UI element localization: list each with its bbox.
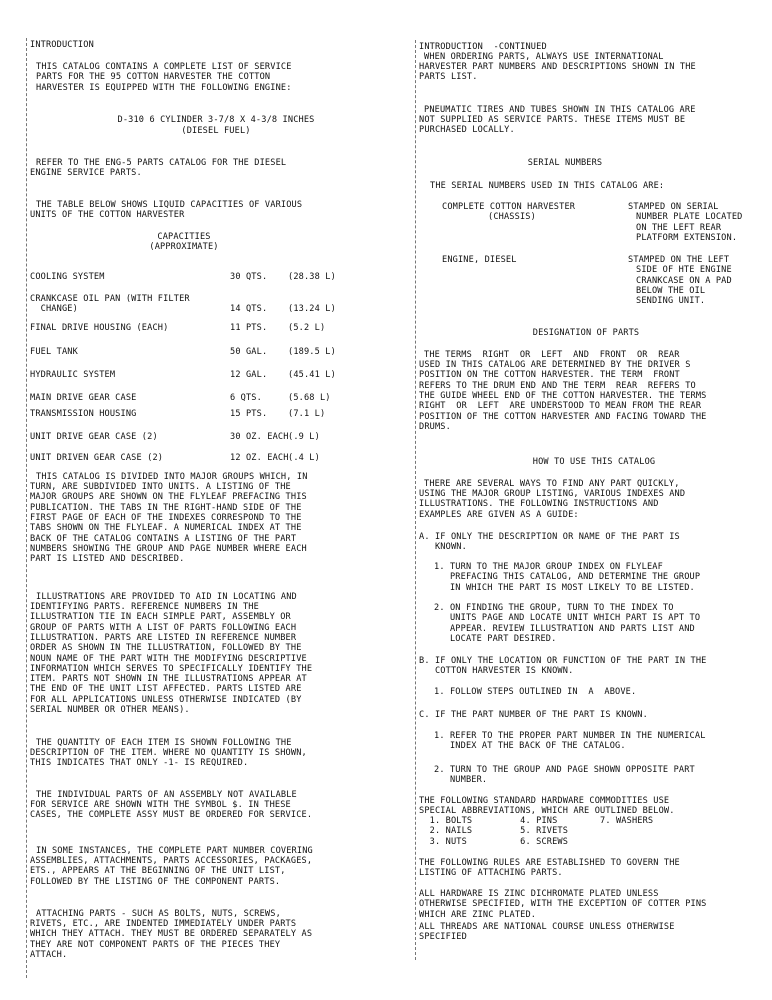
attaching-parts-paragraph: RIVETS, ETC., ARE INDENTED IMMEDIATELY UNDER PARTS bbox=[30, 919, 297, 929]
capacity-quantity: 6 QTS. bbox=[230, 393, 262, 403]
attaching-parts-paragraph: ATTACHING PARTS - SUCH AS BOLTS, NUTS, SCREWS, bbox=[36, 909, 281, 919]
capacity-quantity: 50 GAL. bbox=[230, 347, 268, 357]
zinc-paragraph: OTHERWISE SPECIFIED, WITH THE EXCEPTION OF COTTER PINS bbox=[419, 899, 707, 910]
groups-paragraph: BACK OF THE CATALOG CONTAINS A LISTING OF THE PART bbox=[30, 533, 297, 544]
designation-paragraph: THE GUIDE WHEEL END OF THE COTTON HARVESTER. THE TERMS bbox=[419, 390, 707, 401]
groups-paragraph: TABS SHOWN ON THE FLYLEAF. A NUMERICAL INDEX AT THE bbox=[30, 523, 302, 534]
groups-paragraph: FIRST PAGE OF EACH OF THE INDEXES CORRESPOND TO THE bbox=[30, 512, 302, 523]
illustrations-paragraph: ILLUSTRATION. PARTS ARE LISTED IN REFERENCE NUMBER bbox=[30, 632, 297, 643]
capacity-item: CRANKCASE OIL PAN (WITH FILTER bbox=[30, 294, 190, 304]
capacity-metric: (28.38 L) bbox=[288, 272, 336, 282]
how-to-paragraph: EXAMPLES ARE GIVEN AS A GUIDE: bbox=[419, 509, 579, 520]
attaching-parts-paragraph: ATTACH. bbox=[30, 949, 68, 960]
step-c2: 2. TURN TO THE GROUP AND PAGE SHOWN OPPOSITE PART bbox=[434, 765, 695, 775]
intro-paragraph: PARTS FOR THE 95 COTTON HARVESTER THE COTTON bbox=[36, 72, 271, 83]
groups-paragraph: NUMBERS SHOWING THE GROUP AND PAGE NUMBER WHERE EACH bbox=[30, 543, 307, 554]
capacity-metric: (7.1 L) bbox=[288, 409, 326, 419]
engine-spec: (DIESEL FUEL) bbox=[181, 126, 251, 136]
threads-paragraph: SPECIFIED bbox=[419, 932, 467, 943]
capacity-metric: (45.41 L) bbox=[288, 370, 336, 380]
capacity-quantity: 30 OZ. EACH bbox=[230, 432, 289, 442]
threads-paragraph: ALL THREADS ARE NATIONAL COURSE UNLESS OTHERWISE bbox=[419, 922, 675, 932]
serial-location: NUMBER PLATE LOCATED bbox=[636, 212, 743, 223]
step-a1: 1. TURN TO THE MAJOR GROUP INDEX ON FLYLEAF bbox=[434, 562, 663, 572]
designation-paragraph: POSITION ON THE COTTON HARVESTER. THE TERM FRONT bbox=[419, 370, 680, 381]
quantity-paragraph: DESCRIPTION OF THE ITEM. WHERE NO QUANTITY IS SHOWN, bbox=[30, 748, 307, 758]
capacity-item: CHANGE) bbox=[30, 304, 78, 314]
right-column bbox=[410, 0, 772, 1000]
right-margin-bar bbox=[415, 40, 416, 960]
serial-location: SENDING UNIT. bbox=[636, 296, 706, 307]
ordering-paragraph: WHEN ORDERING PARTS, ALWAYS USE INTERNATIONAL bbox=[424, 52, 664, 62]
step-b-heading: B. IF ONLY THE LOCATION OR FUNCTION OF THE PART IN THE bbox=[419, 656, 707, 666]
how-to-paragraph: ILLUSTRATIONS. THE FOLLOWING INSTRUCTIONS AND bbox=[419, 499, 659, 510]
capacity-item: FUEL TANK bbox=[30, 347, 78, 357]
designation-paragraph: POSITION OF THE COTTON HARVESTER AND FACING TOWARD THE bbox=[419, 411, 707, 422]
capacity-item: COOLING SYSTEM bbox=[30, 272, 105, 282]
instances-paragraph: ETS., APPEARS AT THE BEGINNING OF THE UNIT LIST, bbox=[30, 866, 286, 877]
capacity-quantity: 12 OZ. EACH bbox=[230, 453, 289, 463]
capacity-quantity: 14 QTS. bbox=[230, 304, 268, 314]
serial-intro: THE SERIAL NUMBERS USED IN THIS CATALOG ARE: bbox=[430, 181, 665, 191]
serial-location: PLATFORM EXTENSION. bbox=[636, 232, 738, 243]
serial-numbers-heading: SERIAL NUMBERS bbox=[527, 158, 603, 168]
continued-heading: INTRODUCTION -CONTINUED bbox=[419, 42, 547, 52]
step-a1: IN WHICH THE PART IS MOST LIKELY TO BE LISTED. bbox=[434, 582, 695, 593]
attaching-parts-paragraph: WHICH THEY ATTACH. THEY MUST BE ORDERED SEPARATELY AS bbox=[30, 929, 313, 940]
capacity-quantity: 11 PTS. bbox=[230, 323, 268, 333]
engine-spec: D-310 6 CYLINDER 3-7/8 X 4-3/8 INCHES bbox=[117, 115, 315, 125]
designation-paragraph: USED IN THIS CATALOG ARE DETERMINED BY THE DRIVER S bbox=[419, 360, 691, 370]
serial-name: (CHASSIS) bbox=[488, 212, 536, 222]
ordering-paragraph: HARVESTER PART NUMBERS AND DESCRIPTIONS SHOWN IN THE bbox=[419, 62, 696, 72]
left-column bbox=[0, 0, 380, 1000]
capacity-item: UNIT DRIVEN GEAR CASE (2) bbox=[30, 453, 164, 463]
serial-location: STAMPED ON THE LEFT bbox=[628, 255, 730, 265]
table-intro-paragraph: UNITS OF THE COTTON HARVESTER bbox=[30, 210, 185, 220]
illustrations-paragraph: IDENTIFYING PARTS. REFERENCE NUMBERS IN THE bbox=[30, 602, 259, 612]
illustrations-paragraph: ORDER AS SHOWN IN THE ILLUSTRATION, FOLLOWED BY THE bbox=[30, 643, 302, 654]
illustrations-paragraph: INFORMATION WHICH SERVES TO SPECIFICALLY IDENTIFY THE bbox=[30, 663, 313, 674]
tires-paragraph: PNEUMATIC TIRES AND TUBES SHOWN IN THIS CATALOG ARE bbox=[424, 105, 696, 115]
left-margin-bar bbox=[26, 38, 27, 978]
designation-heading: DESIGNATION OF PARTS bbox=[532, 328, 640, 338]
illustrations-paragraph: SERIAL NUMBER OR OTHER MEANS). bbox=[30, 705, 190, 715]
capacity-metric: (5.68 L) bbox=[288, 393, 331, 403]
intro-paragraph: HARVESTER IS EQUIPPED WITH THE FOLLOWING ENGINE: bbox=[36, 82, 292, 93]
capacity-quantity: 12 GAL. bbox=[230, 370, 268, 380]
refer-paragraph: ENGINE SERVICE PARTS. bbox=[30, 168, 142, 178]
quantity-paragraph: THIS INDICATES THAT ONLY -1- IS REQUIRED. bbox=[30, 758, 249, 769]
capacity-metric: (.9 L) bbox=[288, 432, 320, 442]
instances-paragraph: IN SOME INSTANCES, THE COMPLETE PART NUMBER COVERING bbox=[36, 846, 313, 856]
how-to-paragraph: USING THE MAJOR GROUP LISTING, VARIOUS INDEXES AND bbox=[419, 489, 686, 499]
capacity-item: MAIN DRIVE GEAR CASE bbox=[30, 393, 137, 403]
step-a2: UNITS PAGE AND LOCATE UNIT WHICH PART IS APT TO bbox=[434, 613, 701, 624]
illustrations-paragraph: NOUN NAME OF THE PART WITH THE MODIFYING DESCRIPTIVE bbox=[30, 653, 307, 664]
serial-location: ON THE LEFT REAR bbox=[636, 222, 722, 233]
capacities-title: CAPACITIES bbox=[157, 232, 211, 242]
serial-location: BELOW THE OIL bbox=[636, 285, 706, 296]
serial-location: CRANKCASE ON A PAD bbox=[636, 275, 732, 286]
capacity-quantity: 30 QTS. bbox=[230, 272, 268, 282]
how-to-heading: HOW TO USE THIS CATALOG bbox=[532, 457, 656, 467]
capacity-metric: (13.24 L) bbox=[288, 304, 336, 314]
groups-paragraph: TURN, ARE SUBDIVIDED INTO UNITS. A LISTING OF THE bbox=[30, 482, 291, 492]
individual-parts-paragraph: FOR SERVICE ARE SHOWN WITH THE SYMBOL $. IN THESE bbox=[30, 800, 291, 810]
step-a2: 2. ON FINDING THE GROUP, TURN TO THE INDEX TO bbox=[434, 603, 674, 613]
step-a2: LOCATE PART DESIRED. bbox=[434, 633, 557, 644]
capacity-metric: (5.2 L) bbox=[288, 323, 326, 333]
hardware-list: 3. NUTS 6. SCREWS bbox=[419, 836, 569, 847]
serial-location: STAMPED ON SERIAL bbox=[628, 202, 719, 212]
step-c1: INDEX AT THE BACK OF THE CATALOG. bbox=[434, 741, 626, 752]
capacity-quantity: 15 PTS. bbox=[230, 409, 268, 419]
illustrations-paragraph: ILLUSTRATION TIE IN EACH SIMPLE PART, ASSEMBLY OR bbox=[30, 612, 291, 623]
rules-paragraph: THE FOLLOWING RULES ARE ESTABLISHED TO GOVERN THE bbox=[419, 858, 680, 868]
tires-paragraph: PURCHASED LOCALLY. bbox=[419, 125, 515, 135]
illustrations-paragraph: GROUP OF PARTS WITH A LIST OF PARTS FOLLOWING EACH bbox=[30, 622, 297, 633]
hardware-paragraph: SPECIAL ABBREVIATIONS, WHICH ARE OUTLINED BELOW. bbox=[419, 806, 675, 817]
illustrations-paragraph: THE END OF THE UNIT LIST AFFECTED. PARTS LISTED ARE bbox=[30, 684, 302, 695]
capacity-item: UNIT DRIVE GEAR CASE (2) bbox=[30, 432, 158, 442]
instances-paragraph: FOLLOWED BY THE LISTING OF THE COMPONENT PARTS. bbox=[30, 876, 281, 887]
capacity-item: FINAL DRIVE HOUSING (EACH) bbox=[30, 323, 169, 333]
capacity-metric: (.4 L) bbox=[288, 453, 320, 463]
illustrations-paragraph: FOR ALL APPLICATIONS UNLESS OTHERWISE INDICATED (BY bbox=[30, 694, 302, 705]
groups-paragraph: THIS CATALOG IS DIVIDED INTO MAJOR GROUPS WHICH, IN bbox=[36, 472, 308, 482]
instances-paragraph: ASSEMBLIES, ATTACHMENTS, PARTS ACCESSORIES, PACKAGES, bbox=[30, 856, 313, 866]
attaching-parts-paragraph: THEY ARE NOT COMPONENT PARTS OF THE PIECES THEY bbox=[30, 939, 281, 950]
hardware-list: 1. BOLTS 4. PINS 7. WASHERS bbox=[419, 816, 654, 826]
step-c-heading: C. IF THE PART NUMBER OF THE PART IS KNOWN. bbox=[419, 710, 648, 720]
how-to-paragraph: THERE ARE SEVERAL WAYS TO FIND ANY PART QUICKLY, bbox=[424, 479, 680, 489]
step-a1: PREFACING THIS CATALOG, AND DETERMINE THE GROUP bbox=[434, 572, 701, 583]
step-c2: NUMBER. bbox=[434, 775, 488, 786]
step-b-heading: COTTON HARVESTER IS KNOWN. bbox=[419, 666, 574, 677]
designation-paragraph: RIGHT OR LEFT ARE UNDERSTOOD TO MEAN FROM THE REAR bbox=[419, 401, 702, 412]
rules-paragraph: LISTING OF ATTACHING PARTS. bbox=[419, 868, 563, 879]
intro-heading: INTRODUCTION bbox=[30, 40, 94, 50]
illustrations-paragraph: ITEM. PARTS NOT SHOWN IN THE ILLUSTRATIONS APPEAR AT bbox=[30, 674, 307, 685]
serial-name: ENGINE, DIESEL bbox=[442, 255, 517, 265]
designation-paragraph: THE TERMS RIGHT OR LEFT AND FRONT OR REAR bbox=[424, 350, 680, 360]
hardware-paragraph: THE FOLLOWING STANDARD HARDWARE COMMODITIES USE bbox=[419, 796, 670, 806]
step-c1: 1. REFER TO THE PROPER PART NUMBER IN THE NUMERICAL bbox=[434, 731, 706, 741]
step-a2: APPEAR. REVIEW ILLUSTRATION AND PARTS LIST AND bbox=[434, 623, 695, 634]
hardware-list: 2. NAILS 5. RIVETS bbox=[419, 826, 569, 837]
step-a-heading: KNOWN. bbox=[419, 542, 467, 553]
table-intro-paragraph: THE TABLE BELOW SHOWS LIQUID CAPACITIES OF VARIOUS bbox=[36, 200, 303, 210]
capacities-title: (APPROXIMATE) bbox=[149, 242, 219, 252]
capacity-item: TRANSMISSION HOUSING bbox=[30, 409, 137, 419]
zinc-paragraph: ALL HARDWARE IS ZINC DICHROMATE PLATED UNLESS bbox=[419, 889, 659, 899]
zinc-paragraph: WHICH ARE ZINC PLATED. bbox=[419, 909, 537, 920]
serial-location: SIDE OF HTE ENGINE bbox=[636, 265, 732, 276]
quantity-paragraph: THE QUANTITY OF EACH ITEM IS SHOWN FOLLOWING THE bbox=[36, 738, 292, 748]
individual-parts-paragraph: CASES, THE COMPLETE ASSY MUST BE ORDERED FOR SERVICE. bbox=[30, 810, 313, 821]
serial-name: COMPLETE COTTON HARVESTER bbox=[442, 202, 576, 212]
capacity-item: HYDRAULIC SYSTEM bbox=[30, 370, 116, 380]
groups-paragraph: MAJOR GROUPS ARE SHOWN ON THE FLYLEAF PREFACING THIS bbox=[30, 492, 307, 503]
designation-paragraph: DRUMS. bbox=[419, 421, 451, 432]
designation-paragraph: REFERS TO THE DRUM END AND THE TERM REAR REFERS TO bbox=[419, 380, 696, 391]
capacity-metric: (189.5 L) bbox=[288, 347, 336, 357]
groups-paragraph: PART IS LISTED AND DESCRIBED. bbox=[30, 554, 185, 565]
illustrations-paragraph: ILLUSTRATIONS ARE PROVIDED TO AID IN LOCATING AND bbox=[36, 592, 297, 602]
individual-parts-paragraph: THE INDIVIDUAL PARTS OF AN ASSEMBLY NOT AVAILABLE bbox=[36, 790, 297, 800]
tires-paragraph: NOT SUPPLIED AS SERVICE PARTS. THESE ITEMS MUST BE bbox=[419, 115, 686, 125]
ordering-paragraph: PARTS LIST. bbox=[419, 72, 478, 82]
intro-paragraph: THIS CATALOG CONTAINS A COMPLETE LIST OF SERVICE bbox=[36, 62, 292, 72]
groups-paragraph: PUBLICATION. THE TABS IN THE RIGHT-HAND SIDE OF THE bbox=[30, 502, 302, 513]
step-a-heading: A. IF ONLY THE DESCRIPTION OR NAME OF THE PART IS bbox=[419, 532, 680, 542]
step-b1: 1. FOLLOW STEPS OUTLINED IN A ABOVE. bbox=[434, 687, 637, 697]
refer-paragraph: REFER TO THE ENG-5 PARTS CATALOG FOR THE DIESEL bbox=[36, 158, 287, 168]
